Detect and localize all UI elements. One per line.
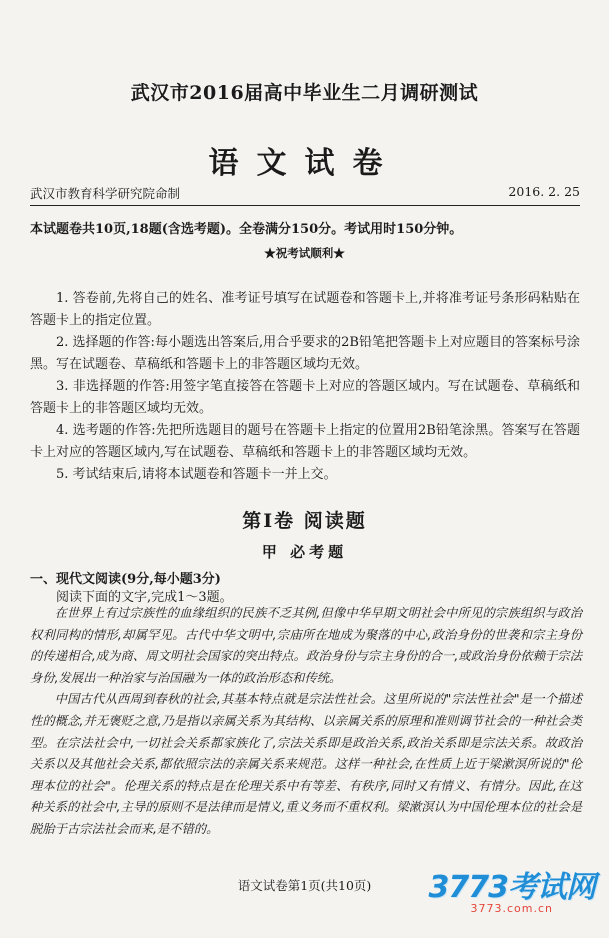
site-watermark <box>429 862 596 915</box>
section-subtitle: 甲 必考题 <box>261 543 348 561</box>
exam-date: 2016. 2. 25 <box>508 184 580 199</box>
watermark-logo-num: 3773 <box>428 870 508 905</box>
paper-subtitle: 语文试卷 <box>208 146 401 181</box>
passage-paragraph: 在世界上有过宗族性的血缘组织的民族不乏其例,但像中华早期文明社会中所见的宗族组织与政治权利同构的情形,却属罕见。古代中华文明中,宗庙所在地成为聚落的中心,政治身份的世袭和宗主身份的传递相合,成为商、周文明社会国家的突出特点。政治身份与宗主身份的合一,或政治身份依赖于宗法身份,发展出一种治家与治国融为一体的政治形态和传统。 <box>30 606 582 685</box>
part-title: 第Ⅰ卷 阅读题 <box>242 510 367 532</box>
good-luck-banner: ★祝考试顺利★ <box>264 246 345 260</box>
section-instruction: 阅读下面的文字,完成1～3题。 <box>56 590 233 605</box>
watermark-logo <box>429 862 596 906</box>
issuer-row <box>30 184 580 206</box>
exam-rules <box>30 288 580 486</box>
watermark-logo-text: 考试网 <box>508 870 595 905</box>
page-footer: 语文试卷第1页(共10页) <box>237 878 372 893</box>
rule-item: 3. 非选择题的作答:用签字笔直接答在答题卡上对应的答题区域内。写在试题卷、草稿纸和答题卡上的非答题区域均无效。 <box>30 379 580 416</box>
watermark-url: 3773.com.cn <box>470 902 553 915</box>
reading-passage <box>30 603 582 841</box>
passage-paragraph: 中国古代从西周到春秋的社会,其基本特点就是宗法性社会。这里所说的"宗法性社会"是一个描述性的概念,并无褒贬之意,乃是指以亲属关系为其结构、以亲属关系的原理和准则调节社会的一种社会类型。在宗法社会中,一切社会关系都家族化了,宗法关系即是政治关系,政治关系即是宗法关系。故政治关系以及其他社会关系,都依照宗法的亲属关系来规范。这样一种社会,在性质上近于梁漱溟所说的"伦理本位的社会"。伦理关系的特点是在伦理关系中有等差、有秩序,同时又有情义、有情分。因此,在这种关系的社会中,主导的原则不是法律而是情义,重义务而不重权利。梁漱溟认为中国伦理本位的社会是脱胎于古宗法社会而来,是不错的。 <box>30 692 582 836</box>
rule-item: 5. 考试结束后,请将本试题卷和答题卡一并上交。 <box>56 467 337 482</box>
rule-item: 1. 答卷前,先将自己的姓名、准考证号填写在试题卷和答题卡上,并将准考证号条形码粘贴在答题卡上的指定位置。 <box>30 291 580 328</box>
exam-title: 武汉市2016届高中毕业生二月调研测试 <box>130 82 479 104</box>
section-heading: 一、现代文阅读(9分,每小题3分) <box>30 572 221 587</box>
exam-info: 本试题卷共10页,18题(含选考题)。全卷满分150分。考试用时150分钟。 <box>30 222 463 237</box>
issuer-text: 武汉市教育科学研究院命制 <box>30 186 181 201</box>
rule-item: 4. 选考题的作答:先把所选题目的题号在答题卡上指定的位置用2B铅笔涂黑。答案写在答题卡上对应的答题区域内,写在试题卷、草稿纸和答题卡上的非答题区域均无效。 <box>30 423 580 460</box>
rule-item: 2. 选择题的作答:每小题选出答案后,用合乎要求的2B铅笔把答题卡上对应题目的答案标号涂黑。写在试题卷、草稿纸和答题卡上的非答题区域均无效。 <box>30 335 580 372</box>
